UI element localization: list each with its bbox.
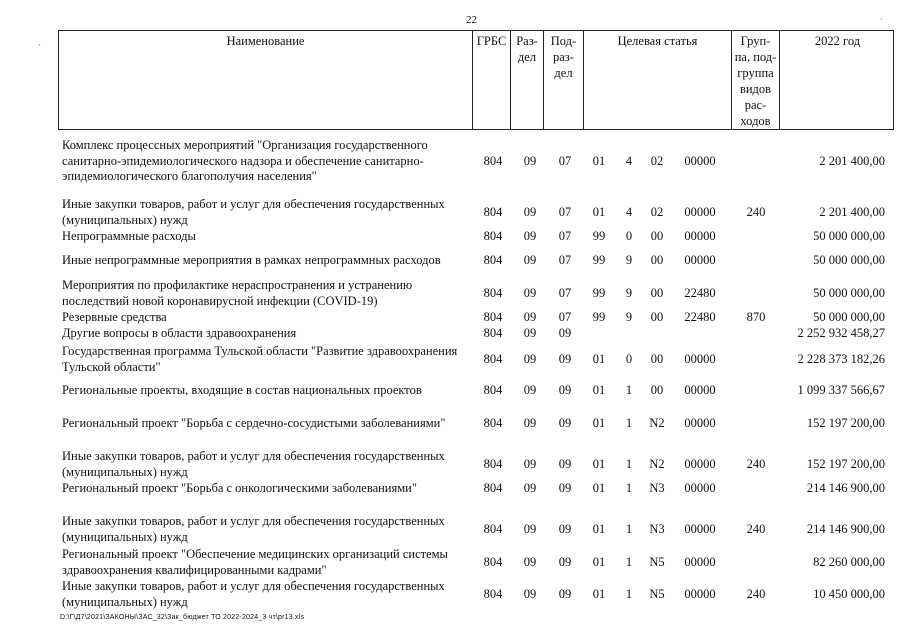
table-row [0, 514, 905, 546]
row-grbs: 804 [483, 352, 503, 366]
row-cs4: 22480 [684, 286, 716, 300]
row-amount: 50 000 000,00 [813, 229, 885, 243]
row-cs4: 00000 [684, 481, 716, 495]
row-cs4: 00000 [684, 416, 716, 430]
row-cs1: 99 [592, 229, 606, 243]
table-row [0, 138, 905, 185]
row-amount: 10 450 000,00 [813, 587, 885, 601]
row-cs4: 22480 [684, 310, 716, 324]
row-rz: 09 [523, 229, 537, 243]
row-cs1: 01 [592, 352, 606, 366]
row-rz: 09 [523, 286, 537, 300]
row-pr: 07 [558, 310, 572, 324]
row-cs2: 0 [625, 229, 633, 243]
row-cs2: 1 [625, 416, 633, 430]
row-rz: 09 [523, 587, 537, 601]
header-year: 2022 год [779, 31, 895, 129]
row-pr: 09 [558, 352, 572, 366]
row-amount: 50 000 000,00 [813, 310, 885, 324]
table-row [0, 416, 905, 432]
row-pr: 09 [558, 522, 572, 536]
row-pr: 09 [558, 481, 572, 495]
row-rz: 09 [523, 555, 537, 569]
scan-mark: · [880, 14, 883, 24]
table-header [58, 30, 894, 130]
header-gruppa: Груп- па, под- группа видов рас- ходов [731, 31, 779, 129]
row-cs3: 00 [650, 286, 664, 300]
row-cs3: N2 [649, 457, 665, 471]
row-vr: 240 [746, 205, 766, 219]
row-amount: 50 000 000,00 [813, 253, 885, 267]
scan-mark: · [38, 40, 41, 50]
row-grbs: 804 [483, 481, 503, 495]
row-cs1: 01 [592, 383, 606, 397]
row-pr: 09 [558, 457, 572, 471]
row-grbs: 804 [483, 587, 503, 601]
row-cs1: 99 [592, 253, 606, 267]
table-row [0, 197, 905, 229]
row-name: Региональный проект "Борьба с сердечно-сосудистыми заболеваниями" [62, 416, 446, 430]
row-cs1: 99 [592, 310, 606, 324]
table-row [0, 383, 905, 399]
row-grbs: 804 [483, 383, 503, 397]
row-name: Резервные средства [62, 310, 167, 324]
header-name: Наименование [226, 34, 305, 48]
row-cs2: 1 [625, 457, 633, 471]
row-cs1: 99 [592, 286, 606, 300]
row-pr: 09 [558, 587, 572, 601]
row-pr: 07 [558, 229, 572, 243]
row-vr: 240 [746, 587, 766, 601]
row-cs4: 00000 [684, 522, 716, 536]
table-row [0, 326, 905, 342]
row-amount: 2 201 400,00 [819, 154, 885, 168]
row-name: Комплекс процессных мероприятий "Организация государственного санитарно-эпидемиологического надзора и обеспечение санитарно-эпидемиологического благополучия населения" [62, 138, 428, 183]
row-grbs: 804 [483, 253, 503, 267]
row-cs3: 00 [650, 253, 664, 267]
row-cs2: 1 [625, 555, 633, 569]
row-rz: 09 [523, 326, 537, 340]
row-pr: 07 [558, 253, 572, 267]
header-celevaya: Целевая статья [583, 31, 731, 129]
row-name: Иные закупки товаров, работ и услуг для обеспечения государственных (муниципальных) нужд [62, 197, 445, 227]
row-grbs: 804 [483, 555, 503, 569]
row-grbs: 804 [483, 416, 503, 430]
row-amount: 50 000 000,00 [813, 286, 885, 300]
table-row [0, 481, 905, 497]
table-row [0, 310, 905, 326]
row-cs4: 00000 [684, 154, 716, 168]
row-name: Региональный проект "Борьба с онкологическими заболеваниями" [62, 481, 417, 495]
row-vr: 240 [746, 522, 766, 536]
row-cs4: 00000 [684, 205, 716, 219]
row-cs4: 00000 [684, 383, 716, 397]
row-grbs: 804 [483, 457, 503, 471]
row-vr: 240 [746, 457, 766, 471]
row-cs4: 00000 [684, 352, 716, 366]
row-cs3: 00 [650, 352, 664, 366]
row-rz: 09 [523, 416, 537, 430]
row-cs2: 1 [625, 481, 633, 495]
row-cs4: 00000 [684, 555, 716, 569]
header-grbs: ГРБС [472, 31, 510, 129]
row-name: Другие вопросы в области здравоохранения [62, 326, 297, 340]
table-row [0, 579, 905, 611]
row-rz: 09 [523, 310, 537, 324]
row-rz: 09 [523, 383, 537, 397]
row-amount: 214 146 900,00 [806, 481, 885, 495]
row-cs2: 4 [625, 154, 633, 168]
row-cs2: 1 [625, 587, 633, 601]
row-cs2: 9 [625, 286, 633, 300]
table-row [0, 547, 905, 579]
row-grbs: 804 [483, 229, 503, 243]
row-cs4: 00000 [684, 587, 716, 601]
row-amount: 152 197 200,00 [806, 457, 885, 471]
row-pr: 09 [558, 383, 572, 397]
page-number: 22 [466, 14, 477, 26]
row-cs3: 00 [650, 310, 664, 324]
row-cs2: 9 [625, 253, 633, 267]
row-amount: 1 099 337 566,67 [797, 383, 885, 397]
row-rz: 09 [523, 253, 537, 267]
row-pr: 09 [558, 555, 572, 569]
row-name: Иные закупки товаров, работ и услуг для обеспечения государственных (муниципальных) нужд [62, 449, 445, 479]
row-cs2: 4 [625, 205, 633, 219]
row-cs4: 00000 [684, 253, 716, 267]
row-amount: 2 201 400,00 [819, 205, 885, 219]
table-row [0, 229, 905, 245]
row-pr: 07 [558, 205, 572, 219]
row-cs2: 9 [625, 310, 633, 324]
row-cs1: 01 [592, 416, 606, 430]
row-cs1: 01 [592, 522, 606, 536]
row-name: Государственная программа Тульской области "Развитие здравоохранения Тульской области" [62, 344, 458, 374]
row-name: Непрограммные расходы [62, 229, 196, 243]
row-rz: 09 [523, 457, 537, 471]
row-grbs: 804 [483, 310, 503, 324]
header-razdel: Раз- дел [510, 31, 543, 129]
row-amount: 2 252 932 458,27 [797, 326, 885, 340]
row-amount: 152 197 200,00 [806, 416, 885, 430]
row-rz: 09 [523, 352, 537, 366]
row-cs3: N5 [649, 587, 665, 601]
row-cs3: N2 [649, 416, 665, 430]
row-cs1: 01 [592, 555, 606, 569]
row-pr: 09 [558, 326, 572, 340]
table-row [0, 278, 905, 310]
row-name: Иные непрограммные мероприятия в рамках непрограммных расходов [62, 253, 441, 267]
row-grbs: 804 [483, 286, 503, 300]
row-pr: 07 [558, 286, 572, 300]
row-cs3: 00 [650, 383, 664, 397]
row-name: Мероприятия по профилактике нераспространения и устранению последствий новой коронавирусной инфекции (COVID-19) [62, 278, 413, 308]
row-amount: 214 146 900,00 [806, 522, 885, 536]
row-cs1: 01 [592, 205, 606, 219]
row-name: Региональные проекты, входящие в состав национальных проектов [62, 383, 422, 397]
row-amount: 82 260 000,00 [813, 555, 885, 569]
row-name: Иные закупки товаров, работ и услуг для обеспечения государственных (муниципальных) нужд [62, 514, 445, 544]
row-cs2: 1 [625, 383, 633, 397]
row-grbs: 804 [483, 326, 503, 340]
row-cs4: 00000 [684, 229, 716, 243]
row-rz: 09 [523, 154, 537, 168]
table-row [0, 253, 905, 269]
row-grbs: 804 [483, 522, 503, 536]
row-rz: 09 [523, 205, 537, 219]
row-cs1: 01 [592, 457, 606, 471]
table-row [0, 449, 905, 481]
row-cs3: 02 [650, 205, 664, 219]
header-podrazdel: Под- раз- дел [543, 31, 583, 129]
row-grbs: 804 [483, 205, 503, 219]
row-cs2: 1 [625, 522, 633, 536]
row-cs1: 01 [592, 481, 606, 495]
row-cs1: 01 [592, 154, 606, 168]
row-cs3: N3 [649, 481, 665, 495]
row-vr: 870 [746, 310, 766, 324]
row-pr: 07 [558, 154, 572, 168]
row-cs2: 0 [625, 352, 633, 366]
row-cs3: 02 [650, 154, 664, 168]
row-grbs: 804 [483, 154, 503, 168]
row-rz: 09 [523, 481, 537, 495]
file-path-footer: D:\Г\Д7\2021\ЗАКОНЫ\ЗАС_32\Зак_бюджет ТО 2022-2024_3 чт\pr13.xls [60, 614, 305, 621]
table-row [0, 344, 905, 376]
row-cs1: 01 [592, 587, 606, 601]
row-pr: 09 [558, 416, 572, 430]
row-cs4: 00000 [684, 457, 716, 471]
row-name: Иные закупки товаров, работ и услуг для обеспечения государственных (муниципальных) нужд [62, 579, 445, 609]
row-cs3: N5 [649, 555, 665, 569]
row-rz: 09 [523, 522, 537, 536]
row-cs3: N3 [649, 522, 665, 536]
row-name: Региональный проект "Обеспечение медицинских организаций системы здравоохранения квалифицированными кадрами" [62, 547, 448, 577]
row-cs3: 00 [650, 229, 664, 243]
row-amount: 2 228 373 182,26 [797, 352, 885, 366]
